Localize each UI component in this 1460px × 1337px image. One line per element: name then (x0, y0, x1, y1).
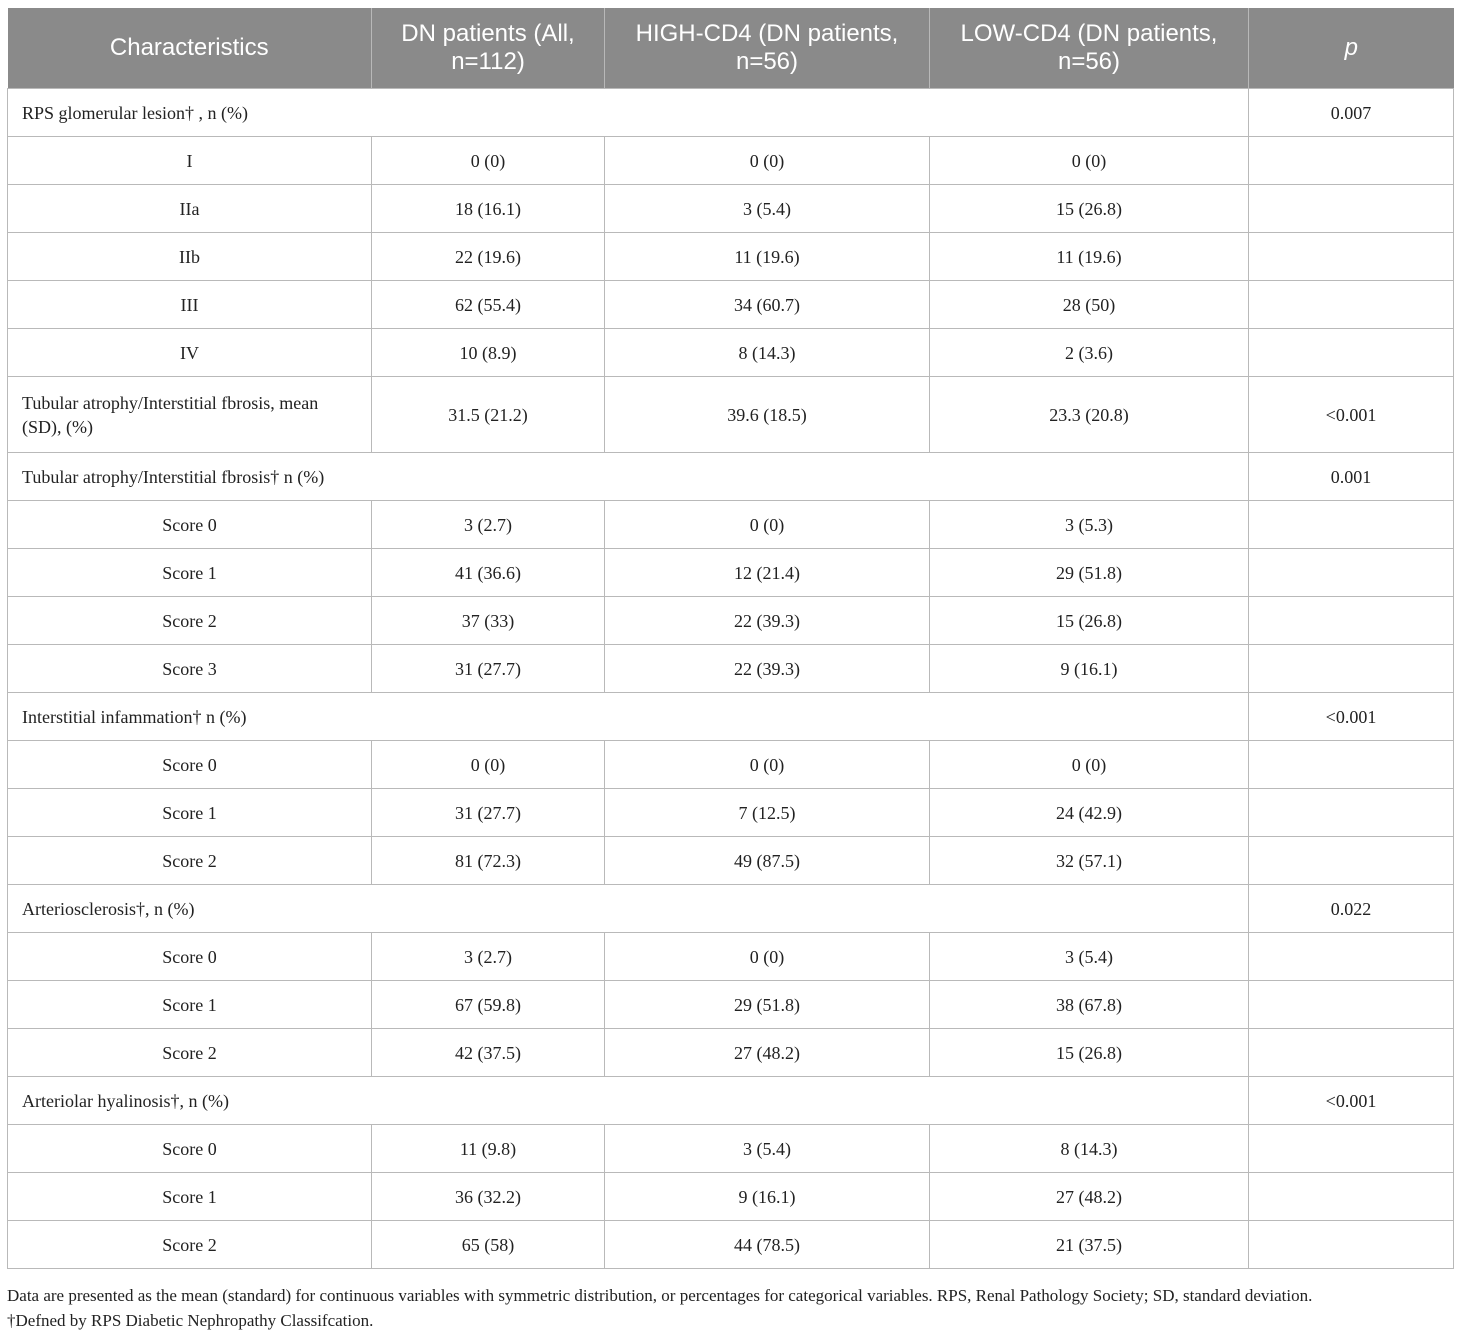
cell-high-cd4: 29 (51.8) (605, 981, 930, 1029)
cell-p-value (1249, 1173, 1454, 1221)
section-p-value: 0.022 (1249, 885, 1454, 933)
section-p-value: <0.001 (1249, 693, 1454, 741)
header-row (8, 8, 1454, 89)
table-row (8, 377, 1454, 453)
cell-low-cd4: 15 (26.8) (930, 597, 1249, 645)
row-label: IV (8, 329, 372, 377)
row-label: Score 2 (8, 1221, 372, 1269)
cell-low-cd4: 0 (0) (930, 741, 1249, 789)
header-p-value: p (1249, 8, 1454, 89)
cell-dn-all: 41 (36.6) (372, 549, 605, 597)
cell-p-value (1249, 981, 1454, 1029)
row-label: Score 2 (8, 837, 372, 885)
cell-p-value (1249, 1221, 1454, 1269)
cell-high-cd4: 9 (16.1) (605, 1173, 930, 1221)
section-label: RPS glomerular lesion† , n (%) (8, 89, 1249, 137)
table-row (8, 137, 1454, 185)
cell-dn-all: 67 (59.8) (372, 981, 605, 1029)
row-label: IIa (8, 185, 372, 233)
cell-p-value (1249, 789, 1454, 837)
cell-high-cd4: 0 (0) (605, 741, 930, 789)
cell-p-value (1249, 597, 1454, 645)
cell-dn-all: 31 (27.7) (372, 789, 605, 837)
cell-dn-all: 0 (0) (372, 137, 605, 185)
cell-low-cd4: 29 (51.8) (930, 549, 1249, 597)
row-label: Score 2 (8, 597, 372, 645)
table-row (8, 933, 1454, 981)
table-row (8, 501, 1454, 549)
table-row (8, 1173, 1454, 1221)
row-label: Score 0 (8, 741, 372, 789)
table-row (8, 981, 1454, 1029)
cell-low-cd4: 23.3 (20.8) (930, 377, 1249, 453)
table-row (8, 645, 1454, 693)
cell-dn-all: 18 (16.1) (372, 185, 605, 233)
cell-high-cd4: 0 (0) (605, 137, 930, 185)
cell-low-cd4: 11 (19.6) (930, 233, 1249, 281)
cell-dn-all: 3 (2.7) (372, 501, 605, 549)
cell-low-cd4: 3 (5.4) (930, 933, 1249, 981)
cell-high-cd4: 34 (60.7) (605, 281, 930, 329)
cell-low-cd4: 28 (50) (930, 281, 1249, 329)
cell-dn-all: 37 (33) (372, 597, 605, 645)
cell-p-value (1249, 741, 1454, 789)
row-label: Score 1 (8, 1173, 372, 1221)
table-row (8, 741, 1454, 789)
cell-low-cd4: 3 (5.3) (930, 501, 1249, 549)
table-row (8, 281, 1454, 329)
cell-high-cd4: 22 (39.3) (605, 645, 930, 693)
cell-high-cd4: 22 (39.3) (605, 597, 930, 645)
table-body (8, 89, 1454, 1269)
row-label: III (8, 281, 372, 329)
footnotes (7, 1283, 1457, 1333)
header-high-cd4: HIGH-CD4 (DN patients, n=56) (605, 8, 930, 89)
cell-dn-all: 11 (9.8) (372, 1125, 605, 1173)
section-row (8, 693, 1454, 741)
section-label: Tubular atrophy/Interstitial fbrosis† n (%) (8, 453, 1249, 501)
table-row (8, 233, 1454, 281)
cell-dn-all: 0 (0) (372, 741, 605, 789)
cell-p-value (1249, 933, 1454, 981)
table-row (8, 329, 1454, 377)
cell-high-cd4: 27 (48.2) (605, 1029, 930, 1077)
cell-high-cd4: 12 (21.4) (605, 549, 930, 597)
row-label: IIb (8, 233, 372, 281)
cell-low-cd4: 38 (67.8) (930, 981, 1249, 1029)
table-row (8, 597, 1454, 645)
header-dn-all: DN patients (All, n=112) (372, 8, 605, 89)
cell-dn-all: 42 (37.5) (372, 1029, 605, 1077)
cell-p-value (1249, 1125, 1454, 1173)
table-row (8, 1125, 1454, 1173)
row-label: Score 2 (8, 1029, 372, 1077)
cell-high-cd4: 11 (19.6) (605, 233, 930, 281)
cell-high-cd4: 0 (0) (605, 501, 930, 549)
row-label: Score 1 (8, 789, 372, 837)
row-label: I (8, 137, 372, 185)
cell-low-cd4: 32 (57.1) (930, 837, 1249, 885)
row-label: Score 1 (8, 549, 372, 597)
cell-low-cd4: 2 (3.6) (930, 329, 1249, 377)
cell-dn-all: 81 (72.3) (372, 837, 605, 885)
cell-low-cd4: 9 (16.1) (930, 645, 1249, 693)
row-label: Score 1 (8, 981, 372, 1029)
cell-p-value: <0.001 (1249, 377, 1454, 453)
cell-high-cd4: 8 (14.3) (605, 329, 930, 377)
section-p-value: 0.001 (1249, 453, 1454, 501)
table-row (8, 1029, 1454, 1077)
cell-dn-all: 31.5 (21.2) (372, 377, 605, 453)
section-row (8, 89, 1454, 137)
cell-low-cd4: 15 (26.8) (930, 1029, 1249, 1077)
table-row (8, 549, 1454, 597)
cell-dn-all: 10 (8.9) (372, 329, 605, 377)
table-container (7, 8, 1453, 1269)
cell-high-cd4: 0 (0) (605, 933, 930, 981)
cell-low-cd4: 15 (26.8) (930, 185, 1249, 233)
cell-p-value (1249, 1029, 1454, 1077)
cell-high-cd4: 7 (12.5) (605, 789, 930, 837)
table-row (8, 789, 1454, 837)
row-label: Score 0 (8, 501, 372, 549)
cell-low-cd4: 21 (37.5) (930, 1221, 1249, 1269)
footnote-data-presentation: Data are presented as the mean (standard) for continuous variables with symmetric distribution, or percentages for categorical variables. RPS, Renal Pathology Society; SD, standard deviation. (7, 1286, 1313, 1305)
cell-p-value (1249, 645, 1454, 693)
section-p-value: 0.007 (1249, 89, 1454, 137)
row-label: Score 0 (8, 1125, 372, 1173)
cell-p-value (1249, 837, 1454, 885)
cell-low-cd4: 24 (42.9) (930, 789, 1249, 837)
cell-low-cd4: 27 (48.2) (930, 1173, 1249, 1221)
cell-high-cd4: 49 (87.5) (605, 837, 930, 885)
cell-p-value (1249, 549, 1454, 597)
cell-dn-all: 62 (55.4) (372, 281, 605, 329)
footnote-rps-definition: †Defned by RPS Diabetic Nephropathy Classifcation. (7, 1311, 374, 1330)
header-characteristics: Characteristics (8, 8, 372, 89)
section-label: Interstitial infammation† n (%) (8, 693, 1249, 741)
cell-p-value (1249, 233, 1454, 281)
header-low-cd4: LOW-CD4 (DN patients, n=56) (930, 8, 1249, 89)
table-row (8, 185, 1454, 233)
cell-high-cd4: 3 (5.4) (605, 1125, 930, 1173)
cell-high-cd4: 39.6 (18.5) (605, 377, 930, 453)
cell-dn-all: 22 (19.6) (372, 233, 605, 281)
cell-p-value (1249, 281, 1454, 329)
cell-dn-all: 65 (58) (372, 1221, 605, 1269)
cell-high-cd4: 3 (5.4) (605, 185, 930, 233)
cell-p-value (1249, 501, 1454, 549)
cell-low-cd4: 0 (0) (930, 137, 1249, 185)
section-row (8, 1077, 1454, 1125)
cell-high-cd4: 44 (78.5) (605, 1221, 930, 1269)
table-row (8, 837, 1454, 885)
cell-p-value (1249, 185, 1454, 233)
row-label: Tubular atrophy/Interstitial fbrosis, mean (SD), (%) (8, 377, 372, 453)
cell-dn-all: 36 (32.2) (372, 1173, 605, 1221)
cell-dn-all: 3 (2.7) (372, 933, 605, 981)
row-label: Score 0 (8, 933, 372, 981)
table-row (8, 1221, 1454, 1269)
cell-dn-all: 31 (27.7) (372, 645, 605, 693)
section-p-value: <0.001 (1249, 1077, 1454, 1125)
characteristics-table (7, 8, 1454, 1269)
cell-low-cd4: 8 (14.3) (930, 1125, 1249, 1173)
row-label: Score 3 (8, 645, 372, 693)
section-row (8, 885, 1454, 933)
section-row (8, 453, 1454, 501)
section-label: Arteriosclerosis†, n (%) (8, 885, 1249, 933)
cell-p-value (1249, 137, 1454, 185)
section-label: Arteriolar hyalinosis†, n (%) (8, 1077, 1249, 1125)
cell-p-value (1249, 329, 1454, 377)
